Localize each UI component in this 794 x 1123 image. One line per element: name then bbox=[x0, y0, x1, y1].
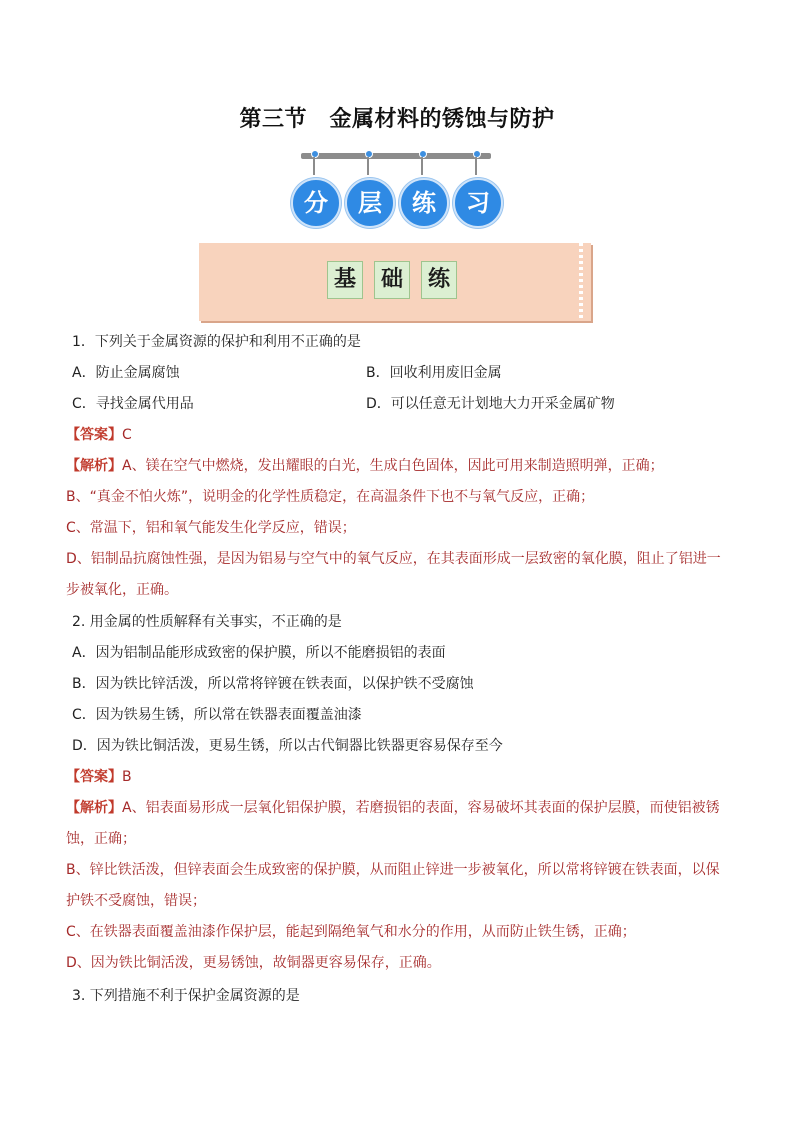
q1-option-c: C．寻找金属代用品 bbox=[72, 396, 194, 412]
q1-analysis-1 bbox=[66, 456, 664, 476]
q2-analysis-4: 护铁不受腐蚀，错误； bbox=[66, 893, 206, 909]
q2-answer bbox=[66, 767, 132, 787]
rail-stem bbox=[421, 157, 423, 175]
q1-analysis-5: 步被氧化，正确。 bbox=[66, 582, 178, 598]
page-title: 第三节 金属材料的锈蚀与防护 bbox=[239, 107, 555, 132]
q2-option-c: C．因为铁易生锈，所以常在铁器表面覆盖油漆 bbox=[72, 707, 362, 723]
q2-option-d: D．因为铁比铜活泼，更易生锈，所以古代铜器比铁器更容易保存至今 bbox=[72, 738, 503, 754]
badge-xi: 习 bbox=[453, 178, 503, 228]
answer-tag: 【答案】 bbox=[66, 427, 122, 443]
q2-analysis-1 bbox=[66, 798, 720, 818]
badge-ceng: 层 bbox=[345, 178, 395, 228]
q2-analysis-2: 蚀，正确； bbox=[66, 831, 136, 847]
q1-answer bbox=[66, 425, 132, 445]
q1-stem: 1．下列关于金属资源的保护和利用不正确的是 bbox=[72, 334, 361, 350]
analysis-tag: 【解析】 bbox=[66, 458, 122, 474]
banner-char: 练 bbox=[421, 261, 457, 299]
banner-edge bbox=[579, 243, 583, 321]
q1-analysis-2: B、“真金不怕火炼”，说明金的化学性质稳定，在高温条件下也不与氧气反应，正确； bbox=[66, 489, 595, 505]
q2-option-b: B．因为铁比锌活泼，所以常将锌镀在铁表面，以保护铁不受腐蚀 bbox=[72, 676, 474, 692]
q2-analysis-5: C、在铁器表面覆盖油漆作保护层，能起到隔绝氧气和水分的作用，从而防止铁生锈，正确； bbox=[66, 924, 636, 940]
analysis-text: A、镁在空气中燃烧，发出耀眼的白光，生成白色固体，因此可用来制造照明弹，正确； bbox=[122, 458, 664, 474]
q1-option-a: A．防止金属腐蚀 bbox=[72, 365, 180, 381]
badge-lian: 练 bbox=[399, 178, 449, 228]
q1-option-b: B．回收利用废旧金属 bbox=[366, 365, 502, 381]
banner-char: 基 bbox=[327, 261, 363, 299]
q3-stem: 3. 下列措施不利于保护金属资源的是 bbox=[72, 988, 300, 1004]
q2-stem: 2. 用金属的性质解释有关事实，不正确的是 bbox=[72, 614, 342, 630]
rail-stem bbox=[367, 157, 369, 175]
badge-fen: 分 bbox=[291, 178, 341, 228]
q1-analysis-4: D、铝制品抗腐蚀性强，是因为铝易与空气中的氧气反应，在其表面形成一层致密的氧化膜，阻止了铝进一 bbox=[66, 551, 721, 567]
rail-stem bbox=[313, 157, 315, 175]
rail-stem bbox=[475, 157, 477, 175]
q1-analysis-3: C、常温下，铝和氧气能发生化学反应，错误； bbox=[66, 520, 356, 536]
q2-analysis-6: D、因为铁比铜活泼，更易锈蚀，故铜器更容易保存，正确。 bbox=[66, 955, 441, 971]
section-banner bbox=[199, 243, 591, 321]
analysis-text: A、铝表面易形成一层氧化铝保护膜，若磨损铝的表面，容易破坏其表面的保护层膜，而使铝被锈 bbox=[122, 800, 720, 816]
q2-analysis-3: B、锌比铁活泼，但锌表面会生成致密的保护膜，从而阻止锌进一步被氧化，所以常将锌镀在铁表面，以保 bbox=[66, 862, 720, 878]
answer-value: B bbox=[122, 769, 132, 785]
q1-option-d: D．可以任意无计划地大力开采金属矿物 bbox=[366, 396, 615, 412]
q2-option-a: A．因为铝制品能形成致密的保护膜，所以不能磨损铝的表面 bbox=[72, 645, 446, 661]
banner-label bbox=[327, 261, 457, 299]
analysis-tag: 【解析】 bbox=[66, 800, 122, 816]
answer-tag: 【答案】 bbox=[66, 769, 122, 785]
banner-char: 础 bbox=[374, 261, 410, 299]
answer-value: C bbox=[122, 427, 132, 443]
decor-rail bbox=[301, 153, 491, 159]
